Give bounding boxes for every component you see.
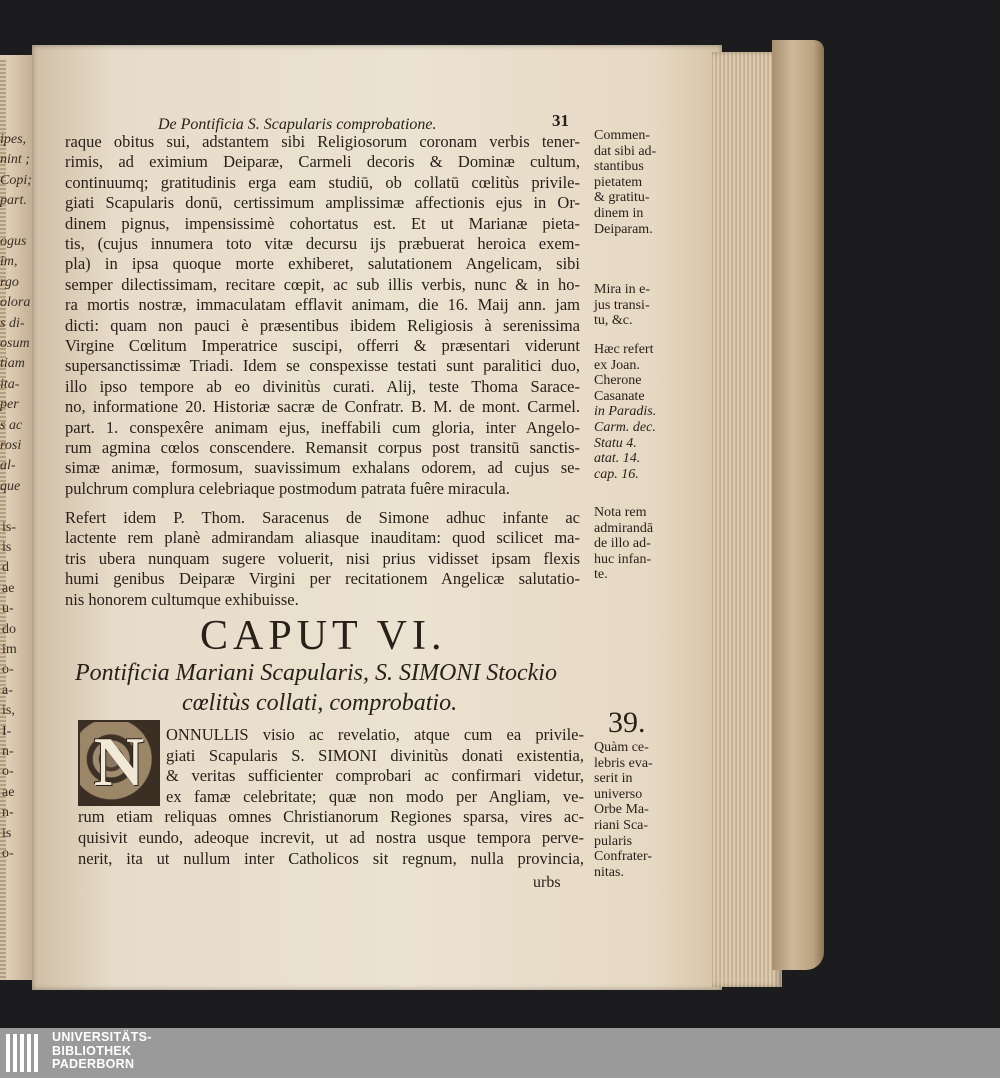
library-name-line: UNIVERSITÄTS-	[52, 1030, 152, 1044]
left-page-fragment: o-	[2, 662, 14, 678]
margin-note-line: Carm. dec.	[594, 420, 656, 435]
margin-note-line: dinem in	[594, 206, 644, 221]
text-line: rimis, ad eximium Deiparæ, Carmeli decoris & Dominæ cultum,	[65, 152, 580, 172]
chapter-subtitle: Pontificia Mariani Scapularis, S. SIMONI Stockio	[75, 660, 557, 686]
left-page-fragment: im,	[0, 254, 18, 270]
margin-note-line: Commen-	[594, 128, 650, 143]
book-cover-edge	[772, 40, 824, 970]
left-page-fragment: part.	[0, 193, 27, 209]
text-line: giati Scapularis donū, certissimum amplissimæ affectionis ejus in Or-	[65, 193, 580, 213]
chapter-subtitle-continued: cœlitùs collati, comprobatio.	[182, 690, 458, 716]
decorated-initial	[78, 720, 160, 806]
text-line: Virgine Cœlitum Imperatrice suscipi, offerri & præsentari viderunt	[65, 336, 580, 355]
margin-note-line: Quàm ce-	[594, 740, 649, 755]
catchword: urbs	[533, 874, 561, 891]
left-page-fragment: im	[2, 642, 17, 657]
margin-note-line: pietatem	[594, 174, 643, 190]
margin-note-line: Cherone	[594, 373, 642, 389]
library-name-line: PADERBORN	[52, 1057, 135, 1071]
running-head: De Pontificia S. Scapularis comprobatione.	[158, 116, 437, 133]
margin-note-line: in Paradis.	[594, 404, 657, 420]
text-line: rum agmina cœlos conscendere. Remansit corpus post transitū sanctis-	[65, 438, 580, 457]
margin-note-line: riani Sca-	[594, 818, 649, 833]
text-line: rum etiam reliquas omnes Christianorum Regiones sparsa, vires ac-	[78, 807, 584, 827]
text-line: tis, (cujus innumera toto vitæ decursu ijs præbuerat heroica exem-	[65, 234, 580, 253]
text-line: pulchrum complura celebriaque postmodum patrata fuêre miracula.	[65, 478, 510, 498]
left-page-fragment: olora	[0, 295, 31, 311]
left-page-fragment: d	[2, 560, 9, 576]
margin-note-line: jus transi-	[594, 297, 650, 313]
text-line: ra mortis nostræ, immaculatam efflavit animam, die 16. Maij ann. jam	[65, 295, 580, 315]
margin-note-line: te.	[594, 567, 608, 583]
left-page-fragment: is,	[2, 703, 15, 719]
text-line: lactente rem planè admirandam aliasque inauditam: quod scilicet ma-	[65, 528, 580, 548]
text-line: illo ipso tempore ab eo divinitùs curati. Alij, teste Thoma Sarace-	[65, 376, 580, 396]
text-line: quisivit eundo, adeoque increvit, ut ad nostra usque tempora perve-	[78, 828, 584, 847]
margin-note-line: huc infan-	[594, 551, 652, 567]
left-page-fragment: rosi	[0, 438, 22, 453]
left-page-fragment: ita-	[0, 376, 20, 392]
left-page-fragment: osum	[0, 336, 30, 351]
margin-note-line: serit in	[594, 771, 633, 787]
margin-note-line: lebris eva-	[594, 755, 653, 771]
margin-note-line: stantibus	[594, 159, 644, 175]
text-line: dinem pignus, impensissimè cohortatus est. Et ut Marianæ pieta-	[65, 213, 580, 233]
left-page-fragment: rgo	[0, 274, 19, 290]
text-line: part. 1. conspexêre animam ejus, ineffabili cum gloria, inter Angelo-	[65, 417, 580, 437]
margin-note-line: Confrater-	[594, 849, 653, 865]
margin-note-line: tu, &c.	[594, 313, 633, 329]
margin-note-line: universo	[594, 786, 643, 802]
text-line: dicti: quam non pauci è præsentibus ibidem Religiosis à serenissima	[65, 315, 580, 335]
margin-note-line: & gratitu-	[594, 190, 650, 206]
margin-note-line: Statu 4.	[594, 435, 637, 451]
left-page-fragment: n-	[2, 744, 14, 759]
text-line: semper dilectissimam, recitare cœpit, ac sub illis verbis, nunc & in ho-	[65, 274, 580, 294]
margin-note-line: atat. 14.	[594, 451, 641, 467]
left-page-fragment: s ac	[0, 417, 23, 433]
left-page-fragment: is-	[2, 519, 16, 535]
left-page-fragment: ae	[2, 580, 15, 596]
library-name	[52, 1031, 152, 1072]
margin-note-line: Orbe Ma-	[594, 802, 649, 818]
text-line: tris ubera nunquam sugere voluerit, nisi prius vidisset ipsam flexis	[65, 548, 580, 568]
margin-note-line: pularis	[594, 833, 633, 849]
margin-note-line: de illo ad-	[594, 536, 651, 552]
margin-note-line: nitas.	[594, 864, 624, 880]
text-line: nerit, ita ut nullum inter Catholicos sit regnum, nulla provincia,	[78, 848, 584, 868]
left-page-fragment: Copi;	[0, 172, 32, 188]
left-page-fragment: I-	[2, 723, 12, 739]
text-line: & veritas sufficienter comprobari ac confirmari videtur,	[166, 766, 584, 786]
chapter-title: CAPUT VI.	[200, 613, 447, 659]
left-page-fragment: tiam	[0, 356, 25, 372]
left-page-fragment: ae	[2, 784, 15, 800]
text-line: no, informatione 20. Historiæ sacræ de Confratr. B. M. de mont. Carmel.	[65, 397, 580, 417]
margin-note-line: dat sibi ad-	[594, 143, 657, 159]
left-page-fragment: n-	[2, 805, 14, 821]
text-line: ONNULLIS visio ac revelatio, atque cum ea privile-	[166, 725, 584, 744]
margin-note-line: ex Joan.	[594, 357, 640, 373]
text-line: raque obitus sui, adstantem sibi Religiosorum coronam verbis tener-	[65, 132, 580, 151]
text-line: Refert idem P. Thom. Saracenus de Simone adhuc infante ac	[65, 508, 580, 527]
text-line: ex famæ celebritate; quæ non modo per Angliam, ve-	[166, 786, 584, 806]
left-page-fragment: is	[2, 825, 12, 841]
margin-note-line: Hæc refert	[594, 342, 654, 357]
left-page-fragment: ogus	[0, 234, 27, 249]
left-page-fragment: que	[0, 478, 21, 494]
page-number: 31	[552, 111, 569, 130]
left-page-fragment: o-	[2, 764, 14, 780]
text-line: humi genibus Deiparæ Virgini per recitationem Angelicæ salutatio-	[65, 569, 580, 589]
left-page-fragment: ipes,	[0, 132, 27, 147]
left-page-fragment: o-	[2, 846, 14, 861]
left-page-fragment: do	[2, 621, 16, 637]
initial-letter: N	[93, 724, 145, 801]
left-page-fragment: a-	[2, 682, 13, 698]
left-page-fragment: al-	[0, 458, 16, 474]
left-page-fragment: s di-	[0, 315, 25, 331]
text-line: nis honorem cultumque exhibuisse.	[65, 589, 299, 609]
margin-note-line: Casanate	[594, 388, 645, 404]
margin-note-line: Deiparam.	[594, 221, 653, 237]
margin-note-line: admirandā	[594, 520, 654, 536]
left-page-fragment: per	[0, 397, 19, 413]
text-line: pla) in ipsa quoque morte exhiberet, salutationem Angelicam, sibi	[65, 254, 580, 274]
margin-note-line: Mira in e-	[594, 282, 650, 297]
section-number: 39.	[608, 706, 646, 739]
left-page-fragment: nint ;	[0, 152, 30, 168]
left-page-fragment: u-	[2, 601, 14, 617]
margin-note-line: cap. 16.	[594, 466, 639, 482]
text-line: supersanctissimæ Triadi. Idem se conspexisse testati sunt paralitici duo,	[65, 356, 580, 376]
margin-note-line: Nota rem	[594, 505, 647, 520]
library-name-line: BIBLIOTHEK	[52, 1043, 132, 1058]
library-logo-icon	[4, 1031, 44, 1075]
text-line: simæ animæ, formosum, suavissimum exhalans odorem, ad cujus se-	[65, 458, 580, 478]
left-page-fragment: is	[2, 540, 12, 555]
text-line: giati Scapularis S. SIMONI divinitùs donati existentia,	[166, 745, 584, 765]
text-line: continuumq; gratitudinis erga eam studiū, ob collatū cœlitùs privile-	[65, 172, 580, 192]
